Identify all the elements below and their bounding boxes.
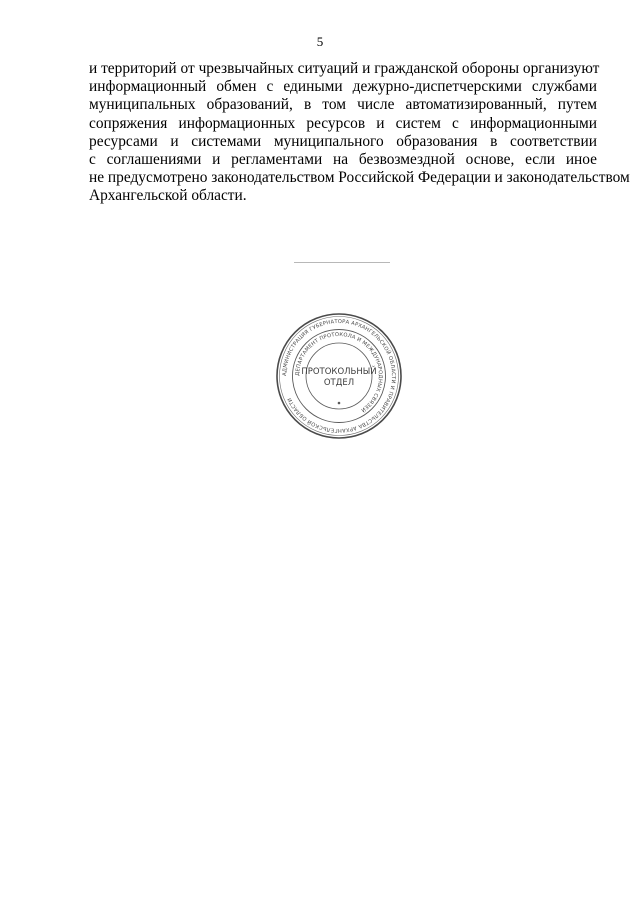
paragraph-line: муниципальных образований, в том числе автоматизированный, путем bbox=[89, 96, 597, 114]
paragraph-line: и территорий от чрезвычайных ситуаций и гражданской обороны организуют bbox=[89, 60, 600, 77]
paragraph-line: информационный обмен с едиными дежурно-диспетчерскими службами bbox=[89, 78, 597, 96]
paragraph-line: Архангельской области. bbox=[89, 187, 247, 205]
paragraph-line: сопряжения информационных ресурсов и систем с информационными bbox=[89, 114, 597, 132]
seal-inner-ring-text: ДЕПАРТАМЕНТ ПРОТОКОЛА И МЕЖДУНАРОДНЫХ СВЯЗЕЙ bbox=[294, 331, 384, 413]
seal-graphic bbox=[274, 311, 404, 441]
seal-dot bbox=[338, 402, 341, 405]
body-paragraph bbox=[89, 60, 630, 206]
seal-center-line-2: ОТДЕЛ bbox=[323, 378, 355, 388]
paragraph-line: ресурсами и системами муниципального образования в соответствии bbox=[89, 132, 597, 150]
page-number: 5 bbox=[316, 34, 324, 49]
paragraph-line: с соглашениями и регламентами на безвозмездной основе, если иное bbox=[89, 150, 597, 168]
official-seal bbox=[274, 311, 404, 441]
seal-center-line-1: ПРОТОКОЛЬНЫЙ bbox=[301, 367, 377, 377]
seal-ring-text: АДМИНИСТРАЦИЯ ГУБЕРНАТОРА АРХАНГЕЛЬСКОЙ ОБЛАСТИ И ПРАВИТЕЛЬСТВА АРХАНГЕЛЬСКОЙ ОБЛАСТИ bbox=[281, 318, 397, 434]
separator-line bbox=[294, 262, 390, 263]
paragraph-line: не предусмотрено законодательством Российской Федерации и законодательством bbox=[89, 169, 630, 187]
